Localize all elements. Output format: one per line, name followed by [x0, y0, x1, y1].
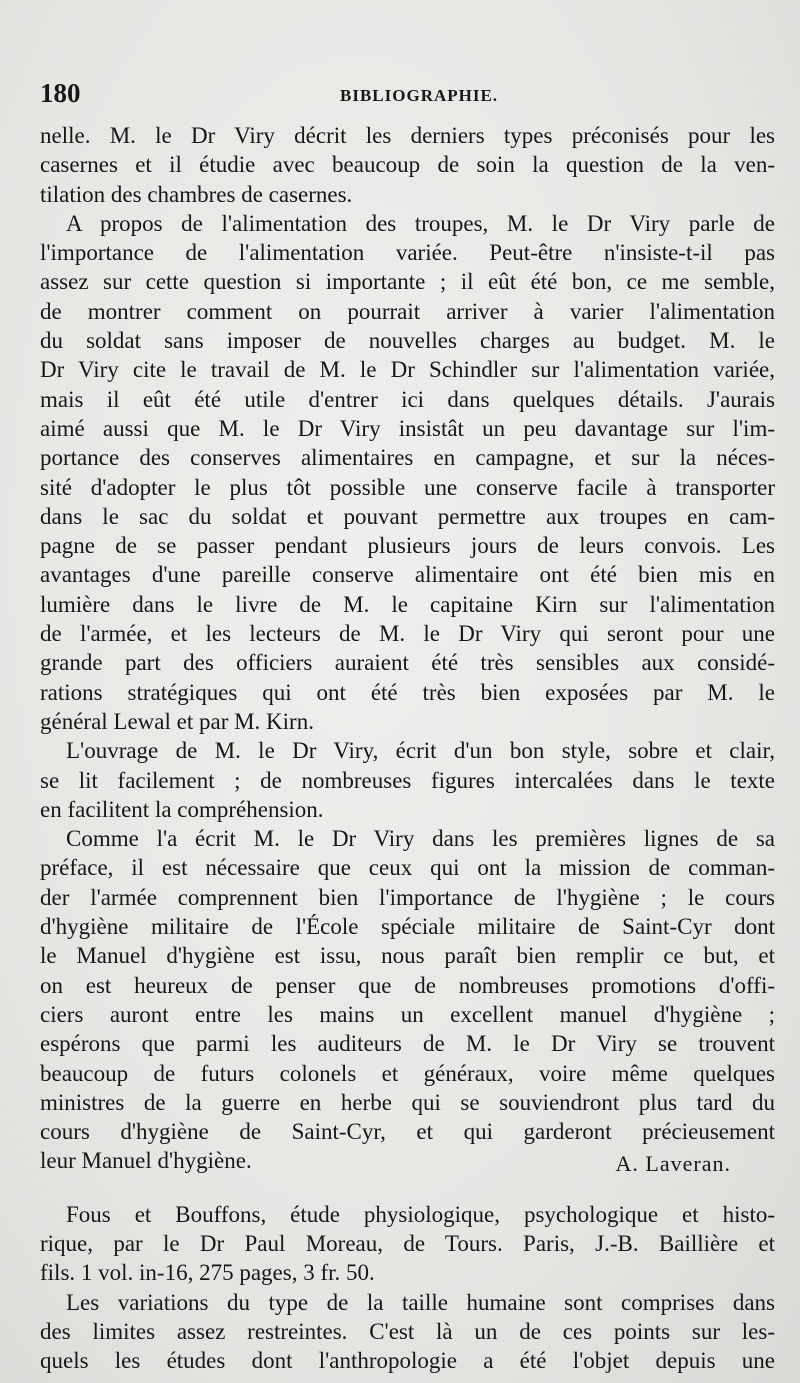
text-line: ciers auront entre les mains un excellent manuel d'hygiène ;: [40, 1001, 775, 1027]
text-line: Dr Viry cite le travail de M. le Dr Schindler sur l'alimentation variée,: [40, 357, 775, 383]
text-line: portance des conserves alimentaires en campagne, et sur la néces-: [40, 445, 775, 471]
text-line-content: leur Manuel d'hygiène.: [40, 1148, 252, 1174]
text-line: nelle. M. le Dr Viry décrit les derniers types préconisés pour les: [40, 123, 775, 148]
author-signature: A. Laveran.: [615, 1151, 731, 1176]
text-line: casernes et il étudie avec beaucoup de soin la question de la ven-: [40, 152, 775, 178]
book-entry-fous-et-bouffons: [40, 1200, 775, 1288]
text-line: Comme l'a écrit M. le Dr Viry dans les premières lignes de sa: [66, 826, 775, 852]
text-line: tilation des chambres de casernes.: [40, 181, 353, 207]
text-line: général Lewal et par M. Kirn.: [40, 708, 314, 734]
text-line: cours d'hygiène de Saint-Cyr, et qui garderont précieusement: [40, 1119, 775, 1145]
paragraph-ventilation: [40, 121, 775, 209]
text-line: [40, 1146, 775, 1175]
text-line: ministres de la guerre en herbe qui se souviendront plus tard du: [40, 1089, 775, 1115]
text-line: pagne de se passer pendant plusieurs jours de leurs convois. Les: [40, 533, 775, 559]
paragraph-variations: [40, 1288, 775, 1376]
text-line: mais il eût été utile d'entrer ici dans quelques détails. J'aurais: [40, 386, 775, 412]
page-number: 180: [40, 78, 81, 108]
text-line: quels les études dont l'anthropologie a été l'objet depuis une: [40, 1348, 775, 1374]
text-line: l'importance de l'alimentation variée. Peut-être n'insiste-t-il pas: [40, 240, 775, 266]
text-line: A propos de l'alimentation des troupes, M. le Dr Viry parle de: [66, 210, 775, 236]
text-line: aimé aussi que M. le Dr Viry insistât un peu davantage sur l'im-: [40, 415, 775, 441]
text-line: on est heureux de penser que de nombreuses promotions d'offi-: [40, 972, 775, 998]
text-line: le Manuel d'hygiène est issu, nous paraît bien remplir ce but, et: [40, 943, 775, 969]
text-line: espérons que parmi les auditeurs de M. le Dr Viry se trouvent: [40, 1031, 775, 1057]
text-line: se lit facilement ; de nombreuses figures intercalées dans le texte: [40, 767, 775, 793]
text-line: des limites assez restreintes. C'est là un de ces points sur les-: [40, 1318, 775, 1344]
body-text: [40, 121, 775, 1375]
text-line: rique, par le Dr Paul Moreau, de Tours. Paris, J.-B. Baillière et: [40, 1230, 775, 1256]
page-header: [40, 78, 770, 118]
text-line: en facilitent la compréhension.: [40, 796, 324, 822]
text-line: assez sur cette question si importante ; il eût été bon, ce me semble,: [40, 269, 775, 295]
text-line: d'hygiène militaire de l'École spéciale militaire de Saint-Cyr dont: [40, 914, 775, 940]
text-line: sité d'adopter le plus tôt possible une conserve facile à transporter: [40, 474, 775, 500]
text-line: L'ouvrage de M. le Dr Viry, écrit d'un bon style, sobre et clair,: [66, 738, 775, 764]
text-line: du soldat sans imposer de nouvelles charges au budget. M. le: [40, 328, 775, 354]
paragraph-style: [40, 736, 775, 824]
text-line: fils. 1 vol. in-16, 275 pages, 3 fr. 50.: [40, 1260, 375, 1286]
text-line: de montrer comment on pourrait arriver à varier l'alimentation: [40, 298, 775, 324]
section-gap: [40, 1176, 775, 1200]
text-line: dans le sac du soldat et pouvant permettre aux troupes en cam-: [40, 503, 775, 529]
text-line: beaucoup de futurs colonels et généraux, voire même quelques: [40, 1060, 775, 1086]
text-line: lumière dans le livre de M. le capitaine Kirn sur l'alimentation: [40, 591, 775, 617]
text-line: grande part des officiers auraient été très sensibles aux considé-: [40, 650, 775, 676]
running-head: BIBLIOGRAPHIE.: [340, 86, 499, 105]
text-line: rations stratégiques qui ont été très bien exposées par M. le: [40, 679, 775, 705]
text-line: préface, il est nécessaire que ceux qui ont la mission de comman-: [40, 855, 775, 881]
text-line: de l'armée, et les lecteurs de M. le Dr Viry qui seront pour une: [40, 621, 775, 647]
text-line: Les variations du type de la taille humaine sont comprises dans: [66, 1289, 775, 1315]
text-line: Fous et Bouffons, étude physiologique, psychologique et histo-: [66, 1201, 775, 1227]
text-line: der l'armée comprennent bien l'importance de l'hygiène ; le cours: [40, 884, 775, 910]
paragraph-preface: [40, 824, 775, 1176]
paragraph-alimentation: [40, 209, 775, 736]
text-line: avantages d'une pareille conserve alimentaire ont été bien mis en: [40, 562, 775, 588]
